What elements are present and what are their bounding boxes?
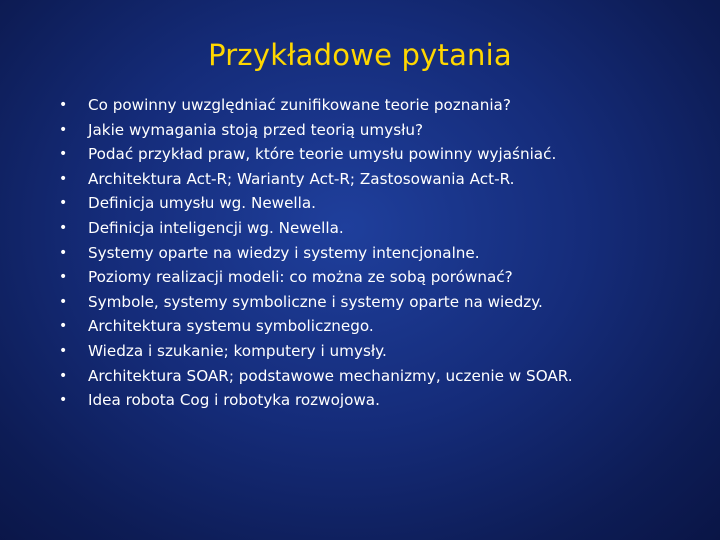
list-item-text: Definicja umysłu wg. Newella.: [88, 194, 317, 213]
list-item: [56, 290, 696, 315]
list-item: [56, 93, 696, 118]
bullet-list: [56, 93, 696, 413]
list-item-text: Definicja inteligencji wg. Newella.: [88, 218, 344, 237]
list-item-text: Systemy oparte na wiedzy i systemy intencjonalne.: [88, 243, 480, 262]
bullet-icon: •: [59, 367, 68, 384]
list-item-text: Architektura SOAR; podstawowe mechanizmy, uczenie w SOAR.: [88, 366, 573, 385]
list-item-text: Podać przykład praw, które teorie umysłu powinny wyjaśniać.: [88, 145, 557, 164]
bullet-icon: •: [59, 318, 68, 335]
slide-title: Przykładowe pytania: [208, 38, 512, 72]
list-item-text: Jakie wymagania stoją przed teorią umysłu?: [88, 120, 424, 139]
list-item-text: Symbole, systemy symboliczne i systemy oparte na wiedzy.: [88, 292, 543, 311]
bullet-icon: •: [59, 219, 68, 236]
bullet-icon: •: [59, 170, 68, 187]
list-item-text: Poziomy realizacji modeli: co można ze sobą porównać?: [88, 268, 513, 287]
list-item: [56, 118, 696, 143]
bullet-icon: •: [59, 392, 68, 409]
bullet-icon: •: [59, 146, 68, 163]
list-item-text: Co powinny uwzględniać zunifikowane teorie poznania?: [88, 96, 511, 114]
bullet-icon: •: [59, 293, 68, 310]
list-item: [56, 167, 696, 192]
bullet-icon: •: [59, 97, 68, 113]
list-item: [56, 314, 696, 339]
list-item: [56, 364, 696, 389]
list-item: [56, 388, 696, 413]
bullet-icon: •: [59, 342, 68, 359]
bullet-icon: •: [59, 121, 68, 138]
list-item: [56, 216, 696, 241]
list-item: [56, 241, 696, 266]
list-item-text: Architektura systemu symbolicznego.: [88, 317, 374, 336]
list-item-text: Architektura Act-R; Warianty Act-R; Zastosowania Act-R.: [88, 169, 515, 188]
bullet-icon: •: [59, 269, 68, 286]
bullet-icon: •: [59, 195, 68, 212]
list-item: [56, 142, 696, 167]
bullet-icon: •: [59, 244, 68, 261]
list-item-text: Idea robota Cog i robotyka rozwojowa.: [88, 391, 380, 410]
list-item: [56, 339, 696, 364]
list-item-text: Wiedza i szukanie; komputery i umysły.: [88, 341, 387, 360]
list-item: [56, 191, 696, 216]
list-item: [56, 265, 696, 290]
